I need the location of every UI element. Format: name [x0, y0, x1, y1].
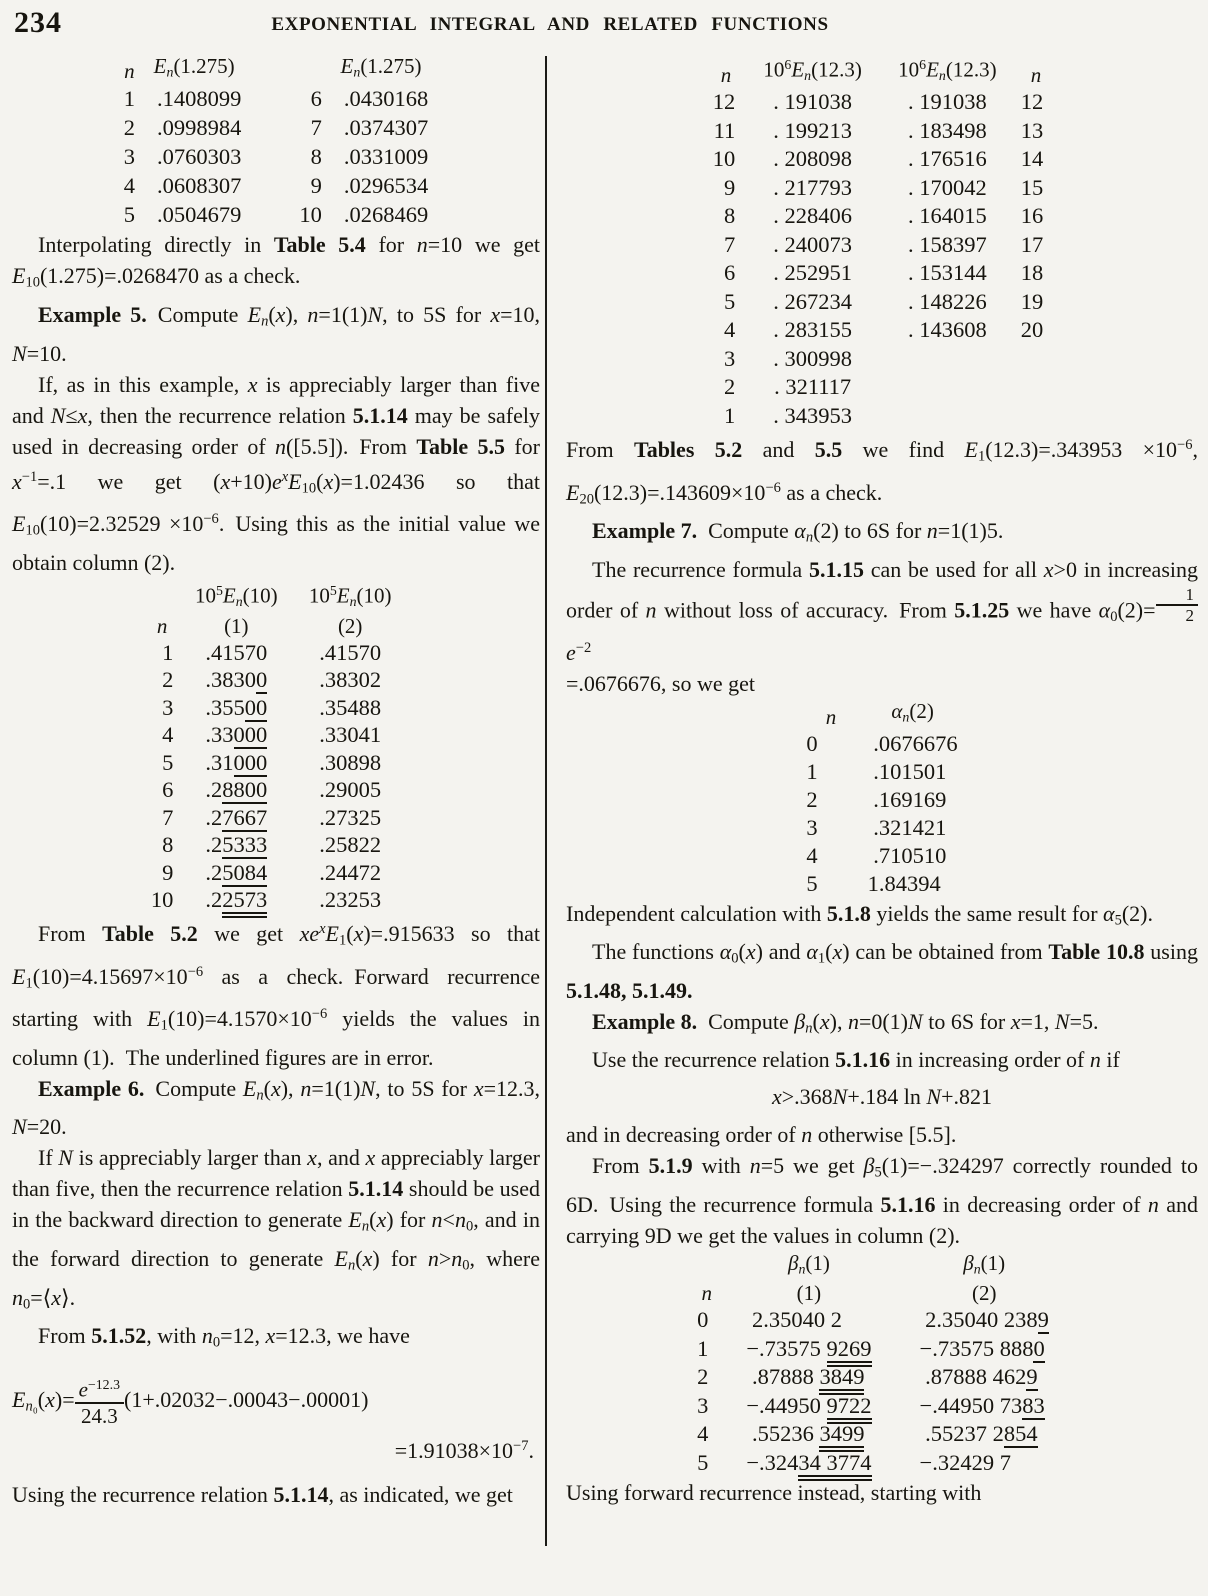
table-cell — [1015, 402, 1058, 431]
table-cell: .0374307 — [343, 115, 429, 141]
table-en-123 — [707, 52, 1058, 430]
paragraph-so-we-get: =.0676676, so we get — [566, 671, 755, 697]
table-cell: . 199213 — [773, 117, 852, 143]
table-row — [800, 842, 963, 870]
table-cell — [1015, 373, 1058, 402]
table-cell: −.44950 9722 — [722, 1392, 895, 1421]
paragraph-if-as: If, as in this example, x is appreciably larger than five and N≤x, then the recurrence relation 5.1.14 may be safely used in decreasing order of n([5.5]). From Table 5.5 for $x^{-1}=.1$ we get $(x+10)e^xE_{10}(x)=1.02436$ so that $E_{10}(10)=2.32529 \times 10^{-6}$. Using this as the initial value we obtain column (2). — [12, 371, 541, 575]
table-cell: 1 — [123, 86, 135, 112]
table-cell: 20 — [1020, 317, 1044, 343]
table-cell: 5 — [697, 1449, 709, 1475]
table-cell: .0268469 — [343, 202, 429, 228]
table-cell: . 143608 — [908, 317, 987, 343]
table-row — [707, 174, 1058, 203]
table-cell: 5 — [123, 202, 135, 228]
table-cell — [880, 373, 1015, 402]
table-cell: .29005 — [319, 777, 382, 803]
table-cell: .27325 — [319, 804, 382, 830]
column-header: n — [825, 704, 837, 729]
table-cell: −.73575 9269 — [722, 1335, 895, 1364]
table-cell: 18 — [1020, 260, 1044, 286]
paragraph-interpolating: Interpolating directly in Table 5.4 for n=10 we get $E_{10}(1.275)=.0268470$ as a check. — [12, 232, 540, 292]
table-header-row — [800, 699, 963, 729]
table-cell: .27667 — [205, 804, 268, 830]
table-cell: . 208098 — [773, 146, 852, 172]
table-header-row — [145, 578, 407, 639]
table-row — [707, 145, 1058, 174]
table-cell: 1 — [724, 402, 736, 428]
table-cell: 2 — [697, 1364, 709, 1390]
column-header: $\alpha_n(2)$ — [891, 699, 934, 725]
table-cell: 4 — [697, 1421, 709, 1447]
table-row — [118, 113, 435, 142]
paragraph-using-forward: Using forward recurrence instead, starting with — [566, 1480, 982, 1506]
table-cell: 5 — [724, 288, 736, 314]
table-cell: .41570 — [319, 639, 382, 665]
table-cell: 1 — [697, 1335, 709, 1361]
table-cell: .28800 — [205, 777, 268, 803]
inequality-equation: x>.368N+.184 ln N+.821 — [771, 1084, 992, 1110]
table-cell: .0676676 — [867, 730, 958, 756]
table-cell: 1 — [806, 758, 818, 784]
table-cell: .0608307 — [157, 173, 242, 199]
table-cell: −.44950 7383 — [919, 1392, 1045, 1418]
table-cell: 12 — [1020, 89, 1044, 115]
paragraph-use-recurrence: Use the recurrence relation 5.1.16 in increasing order of n if — [592, 1047, 1120, 1073]
table-cell: . 148226 — [908, 288, 987, 314]
table-cell: .101501 — [867, 758, 947, 784]
table-cell: 4 — [806, 842, 818, 868]
table-cell — [880, 345, 1015, 374]
table-cell: −.32434 3774 — [722, 1449, 895, 1478]
table-cell: .87888 3849 — [722, 1363, 895, 1392]
table-row — [707, 88, 1058, 117]
table-row — [145, 831, 407, 859]
column-header: n — [1030, 63, 1042, 88]
table-header-row — [691, 1251, 1073, 1306]
table-cell: .38300 — [205, 667, 268, 693]
table-cell: 1 — [162, 639, 174, 665]
table-row — [118, 200, 435, 229]
table-row — [145, 721, 407, 749]
table-row — [707, 345, 1058, 374]
table-en-10-columns — [145, 578, 407, 914]
table-row — [691, 1420, 1073, 1449]
paragraph-example-6: Example 6. Compute $E_n(x)$, n=1(1)N, to 5S for x=12.3, N=20. — [12, 1075, 540, 1140]
table-cell: .87888 4629 — [919, 1364, 1038, 1390]
table-row — [800, 814, 963, 842]
table-cell: 8 — [162, 832, 174, 858]
table-cell: 0 — [806, 730, 818, 756]
table-cell: .31000 — [205, 749, 268, 775]
table-cell: .55236 3499 — [722, 1420, 895, 1449]
table-cell: 19 — [1020, 288, 1044, 314]
table-cell: 3 — [697, 1392, 709, 1418]
table-cell: 9 — [310, 173, 322, 199]
table-row — [707, 288, 1058, 317]
table-cell: . 176516 — [908, 146, 987, 172]
table-cell: 3 — [123, 144, 135, 170]
column-header: n — [124, 59, 135, 84]
table-cell: 4 — [162, 722, 174, 748]
table-cell: 3 — [806, 814, 818, 840]
table-cell: .0430168 — [343, 86, 429, 112]
column-header: $E_n(1.275)$ — [153, 54, 235, 80]
table-alpha-n-2 — [800, 699, 963, 897]
table-cell: .25333 — [205, 832, 268, 858]
table-row — [800, 730, 963, 758]
table-row — [707, 402, 1058, 431]
table-row — [145, 804, 407, 832]
column-header: $10^6E_n(12.3)$ — [898, 57, 997, 84]
table-cell: . 321117 — [774, 374, 852, 400]
table-cell: 2 — [123, 115, 135, 141]
column-header: $10^5E_n(10)$ (2) — [308, 582, 392, 638]
table-cell: . 191038 — [773, 89, 852, 115]
equation-result: $=1.91038\times 10^{-7}$. — [394, 1437, 534, 1463]
table-cell: 0 — [697, 1307, 709, 1333]
table-row — [691, 1363, 1073, 1392]
table-row — [800, 786, 963, 814]
table-row — [707, 117, 1058, 146]
table-cell: .321421 — [867, 814, 947, 840]
table-row — [145, 639, 407, 667]
column-header: $\beta_n(1)$ (2) — [963, 1251, 1006, 1306]
table-cell — [1015, 345, 1058, 374]
table-cell: 5 — [806, 870, 818, 896]
table-cell: 7 — [310, 115, 322, 141]
table-cell: 7 — [724, 231, 736, 257]
equation-lhs: $E_{n_0}(x)=$ — [12, 1387, 75, 1416]
table-row — [707, 373, 1058, 402]
table-cell: 17 — [1020, 231, 1044, 257]
paragraph-and-in-decreasing: and in decreasing order of n otherwise [5.5]. — [566, 1122, 957, 1148]
table-cell — [880, 402, 1015, 431]
table-row — [145, 886, 407, 914]
table-cell: 1.84394 — [867, 870, 941, 896]
column-header: n — [720, 63, 732, 88]
table-cell: .41570 — [205, 639, 268, 665]
page-number: 234 — [14, 6, 62, 39]
column-header: n — [156, 613, 168, 638]
table-row — [691, 1449, 1073, 1478]
paragraph-example-7: Example 7. Compute $\alpha_n(2)$ to 6S for n=1(1)5. — [592, 518, 1004, 546]
table-cell: . 300998 — [773, 345, 852, 371]
equation-tail: (1+.02032−.00043−.00001) — [124, 1387, 369, 1413]
table-row — [707, 259, 1058, 288]
table-cell: .0296534 — [343, 173, 429, 199]
table-cell: 3 — [162, 694, 174, 720]
table-row — [118, 171, 435, 200]
table-cell: 4 — [123, 173, 135, 199]
table-cell: 6 — [724, 260, 736, 286]
column-header: $10^5E_n(10)$ (1) — [194, 582, 278, 638]
table-cell: . 170042 — [908, 174, 987, 200]
table-cell: 4 — [724, 317, 736, 343]
table-cell: .33000 — [205, 722, 268, 748]
table-header-row — [707, 52, 1058, 88]
paragraph-from-5152: From 5.1.52, with $n_0=12$, x=12.3, we have — [38, 1323, 410, 1351]
paragraph-example-5: Example 5. Compute $E_n(x)$, n=1(1)N, to 5S for x=10, N=10. — [12, 302, 541, 366]
table-cell: .30898 — [319, 749, 382, 775]
table-row — [691, 1392, 1073, 1421]
display-equation — [12, 1377, 540, 1467]
table-row — [707, 231, 1058, 260]
column-header: n — [701, 1281, 712, 1306]
fraction: $\frac{1}{2}$ — [1156, 585, 1199, 626]
table-row — [691, 1335, 1073, 1364]
table-en-1275 — [118, 54, 435, 229]
table-cell: 16 — [1020, 203, 1044, 229]
table-cell: 15 — [1020, 174, 1044, 200]
running-head: EXPONENTIAL INTEGRAL AND RELATED FUNCTIONS — [271, 14, 829, 35]
table-cell: .25084 — [205, 859, 268, 885]
table-cell: 8 — [724, 203, 736, 229]
table-row — [145, 859, 407, 887]
table-row — [691, 1306, 1073, 1335]
table-cell: . 283155 — [773, 317, 852, 343]
table-cell: . 240073 — [773, 231, 852, 257]
table-cell: .0760303 — [157, 144, 242, 170]
table-cell: 2.35040 2389 — [919, 1307, 1049, 1333]
column-header: $10^6E_n(12.3)$ — [763, 57, 862, 84]
fraction-denominator: 24.3 — [80, 1403, 118, 1428]
paragraph-example-8: Example 8. Compute $\beta_n(x)$, n=0(1)N to 6S for x=1, N=5. — [592, 1008, 1099, 1037]
fraction-numerator: $e^{-12.3}$ — [75, 1377, 124, 1404]
table-beta-n-1 — [691, 1251, 1073, 1477]
paragraph-functions: The functions $\alpha_0(x)$ and $\alpha_1(x)$ can be obtained from Table 10.8 using 5.1.48, 5.1.49. — [566, 939, 1198, 1003]
table-cell: 2 — [724, 374, 736, 400]
table-row — [145, 666, 407, 694]
table-cell: 7 — [162, 804, 174, 830]
table-cell: . 183498 — [908, 117, 987, 143]
table-cell: .22573 — [179, 886, 293, 914]
table-cell: .1408099 — [157, 86, 242, 112]
table-header-row — [118, 54, 435, 84]
table-cell: . 158397 — [908, 231, 987, 257]
table-cell: 2 — [806, 786, 818, 812]
table-cell: 8 — [310, 144, 322, 170]
table-cell: .0331009 — [343, 144, 429, 170]
table-cell: . 252951 — [773, 260, 852, 286]
table-cell: 13 — [1020, 117, 1044, 143]
table-cell: . 191038 — [908, 89, 987, 115]
table-cell: .25822 — [319, 832, 382, 858]
column-header — [247, 54, 328, 84]
table-cell: 6 — [310, 86, 322, 112]
table-cell: 6 — [162, 777, 174, 803]
paragraph-from-tables: From Tables 5.2 and 5.5 we find $E_1(12.3)=.343953 \times 10^{-6}$, $E_{20}(12.3)=.143609\times 10^{-6}$ as a check. — [566, 437, 1198, 508]
table-cell: .0998984 — [157, 115, 242, 141]
table-row — [707, 202, 1058, 231]
table-cell: .38302 — [319, 667, 382, 693]
paragraph-if-N: If N is appreciably larger than x, and x appreciably larger than five, then the recurrence relation 5.1.14 should be used in the backward direction to generate $E_n(x)$ for $n<n_0$, and in the forward direction to generate $E_n(x)$ for $n>n_0$, where $n_0=⟨x⟩$. — [12, 1145, 540, 1313]
table-cell: 10 — [712, 146, 736, 172]
table-cell: 10 — [150, 887, 174, 913]
table-cell: .23253 — [319, 887, 382, 913]
table-row — [145, 749, 407, 777]
paragraph-recurrence-formula: The recurrence formula 5.1.15 can be used for all x>0 in increasing order of n without loss of accuracy. From 5.1.25 we have $\alpha_0(2)=$ $\frac{1}{2}$ $e^{-2}$ — [566, 556, 1198, 666]
table-cell: 2 — [162, 667, 174, 693]
column-header: $\beta_n(1)$ (1) — [787, 1251, 830, 1306]
table-cell: 11 — [713, 117, 736, 143]
equation-fraction — [75, 1377, 124, 1428]
table-cell: . 164015 — [908, 203, 987, 229]
table-cell: 14 — [1020, 146, 1044, 172]
paragraph-using-recurrence: Using the recurrence relation 5.1.14, as indicated, we get — [12, 1481, 513, 1507]
table-cell: −.73575 8880 — [919, 1335, 1045, 1361]
table-cell: . 228406 — [773, 203, 852, 229]
table-cell: .35500 — [205, 694, 268, 720]
paragraph-from-table-52: From Table 5.2 we get $xe^xE_1(x)=.915633$ so that $E_1(10)=4.15697\times 10^{-6}$ as a check. Forward recurrence starting with $E_1(10)=4.1570\times 10^{-6}$ yields the values in column (1). The underlined figures are in error. — [12, 920, 540, 1070]
table-cell: 9 — [162, 859, 174, 885]
paragraph-from-519: From 5.1.9 with n=5 we get $\beta_5(1)=-.324297$ correctly rounded to 6D. Using the recurrence formula 5.1.16 in decreasing order of n and carrying 9D we get the values in column (2). — [566, 1153, 1198, 1249]
table-row — [118, 142, 435, 171]
column-header: $E_n(1.275)$ — [340, 54, 422, 80]
table-cell: .24472 — [319, 859, 382, 885]
table-cell: −.32429 7 — [919, 1449, 1011, 1475]
paragraph-independent: Independent calculation with 5.1.8 yields the same result for $\alpha_5(2)$. — [566, 900, 1154, 929]
table-cell: .710510 — [867, 842, 947, 868]
column-divider — [545, 56, 547, 1546]
table-row — [145, 776, 407, 804]
table-cell: 9 — [724, 174, 736, 200]
table-cell: 5 — [162, 749, 174, 775]
table-cell: 3 — [724, 345, 736, 371]
right-column — [566, 52, 1198, 1508]
table-row — [800, 758, 963, 786]
table-cell: 2.35040 2 — [746, 1307, 842, 1333]
table-cell: .33041 — [319, 722, 382, 748]
table-row — [800, 870, 963, 898]
table-row — [118, 84, 435, 113]
table-cell: 10 — [299, 202, 322, 228]
table-cell: . 343953 — [773, 402, 852, 428]
table-cell: 12 — [712, 89, 736, 115]
table-cell: .55237 2854 — [919, 1421, 1038, 1447]
table-cell: . 217793 — [773, 174, 852, 200]
equation-main-line — [12, 1376, 369, 1428]
table-cell: . 267234 — [773, 288, 852, 314]
table-cell: . 153144 — [908, 260, 987, 286]
table-row — [707, 316, 1058, 345]
table-cell: .35488 — [319, 694, 382, 720]
table-cell: .169169 — [867, 786, 947, 812]
table-row — [145, 694, 407, 722]
left-column — [12, 54, 540, 1510]
table-cell: .0504679 — [157, 202, 242, 228]
